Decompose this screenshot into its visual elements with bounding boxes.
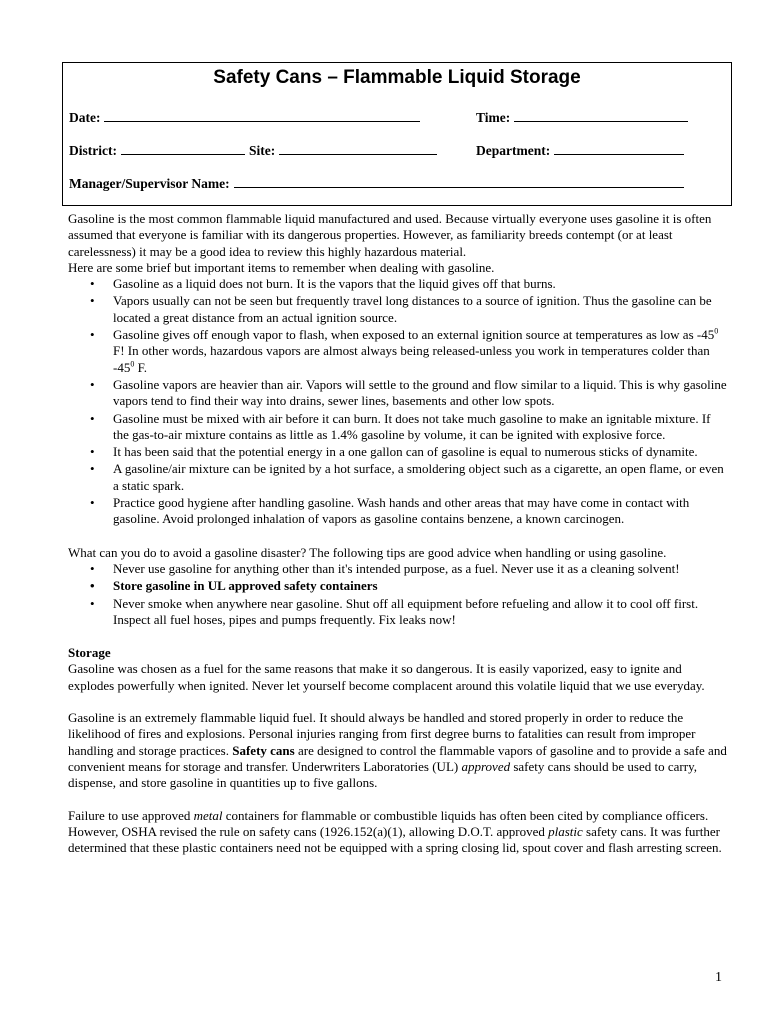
storage-paragraph-2: Gasoline is an extremely flammable liquid fuel. It should always be handled and stored properly in order to reduce the likelihood of fires and explosions. Personal injuries ranging from first degree burns to fatalities can result from improper handling and storage practices. Safety cans are designed to control the flammable vapors of gasoline and to provide a safe and convenient means for storage and transfer. Underwriters Laboratories (UL) approved safety cans should be used to carry, dispense, and store gasoline in quantities up to five gallons. xyxy=(68,710,727,791)
fact-item: • A gasoline/air mixture can be ignited by a hot surface, a smoldering object such as a cigarette, an open flame, or even a static spark. xyxy=(113,461,728,494)
district-field xyxy=(69,142,245,159)
fact-item-flash-point: • Gasoline gives off enough vapor to flash, when exposed to an external ignition source at temperatures as low as $-45^0$ F! In other words, hazardous vapors are almost always being released-unless you work in temperatures colder than $-45^0$ F. xyxy=(113,327,728,376)
department-label: Department: xyxy=(476,143,551,158)
district-input-line[interactable] xyxy=(121,142,245,155)
storage-heading: Storage xyxy=(68,645,111,661)
intro-paragraph: Gasoline is the most common flammable liquid manufactured and used. Because virtually everyone uses gasoline it is often assumed that everyone is familiar with its dangerous properties. However, as familiarity breeds contempt (or at least carelessness) it may be a good idea to review this highly hazardous material. xyxy=(68,211,712,259)
fact-item: • It has been said that the potential energy in a one gallon can of gasoline is equal to numerous sticks of dynamite. xyxy=(113,444,728,460)
time-label: Time: xyxy=(476,110,511,125)
advice-item: • Never use gasoline for anything other than it's intended purpose, as a fuel. Never use it as a cleaning solvent! xyxy=(113,561,728,577)
storage-paragraph-3: Failure to use approved metal containers for flammable or combustible liquids has often been cited by compliance officers. However, OSHA revised the rule on safety cans (1926.152(a)(1), allowing D.O.T. approved plastic safety cans. It was further determined that these plastic containers need not be equipped with a spring closing lid, spout cover and flash arresting screen. xyxy=(68,807,722,856)
page-number: 1 xyxy=(715,970,722,985)
fact-item: • Gasoline vapors are heavier than air. Vapors will settle to the ground and flow similar to a liquid. This is why gasoline vapors tend to find their way into drains, sewer lines, basements and other low spots. xyxy=(113,377,728,410)
advice-item: • Never smoke when anywhere near gasoline. Shut off all equipment before refueling and allow it to cool off first. Inspect all fuel hoses, pipes and pumps frequently. Fix leaks now! xyxy=(113,596,728,629)
date-label: Date: xyxy=(69,110,101,125)
fact-item: • Gasoline as a liquid does not burn. It is the vapors that the liquid gives off that burns. xyxy=(113,276,728,292)
district-label: District: xyxy=(69,143,117,158)
document-body xyxy=(68,211,728,856)
department-field xyxy=(476,142,684,159)
date-input-line[interactable] xyxy=(104,109,420,122)
time-input-line[interactable] xyxy=(514,109,688,122)
manager-field xyxy=(69,175,684,192)
form-title: Safety Cans – Flammable Liquid Storage xyxy=(213,67,581,88)
advice-list xyxy=(68,561,728,628)
department-input-line[interactable] xyxy=(554,142,684,155)
form-header-box xyxy=(62,62,732,206)
storage-paragraph-1: Gasoline was chosen as a fuel for the same reasons that make it so dangerous. It is easily vaporized, easy to ignite and explodes powerfully when ignited. Never let yourself become complacent around this volatile liquid that we use everyday. xyxy=(68,661,705,693)
manager-label: Manager/Supervisor Name: xyxy=(69,176,230,191)
site-input-line[interactable] xyxy=(279,142,437,155)
fact-item: • Gasoline must be mixed with air before it can burn. It does not take much gasoline to make an ignitable mixture. If the gas-to-air mixture contains as little as 1.4% gasoline by volume, it can be ignited with explosive force. xyxy=(113,411,728,444)
time-field xyxy=(476,109,688,126)
advice-item-bold: • Store gasoline in UL approved safety containers xyxy=(113,578,728,594)
date-field xyxy=(69,109,420,126)
gasoline-facts-list xyxy=(68,276,728,527)
manager-input-line[interactable] xyxy=(234,175,684,188)
site-label: Site: xyxy=(249,143,276,158)
site-field xyxy=(249,142,437,159)
fact-item: • Practice good hygiene after handling gasoline. Wash hands and other areas that may have come in contact with gasoline. Avoid prolonged inhalation of vapors as gasoline contains benzene, a known carcinogen. xyxy=(113,495,728,528)
fact-item: • Vapors usually can not be seen but frequently travel long distances to a source of ignition. Thus the gasoline can be located a great distance from an actual ignition source. xyxy=(113,293,728,326)
intro-lead-in: Here are some brief but important items to remember when dealing with gasoline. xyxy=(68,259,495,275)
advice-intro: What can you do to avoid a gasoline disaster? The following tips are good advice when handling or using gasoline. xyxy=(68,544,667,560)
